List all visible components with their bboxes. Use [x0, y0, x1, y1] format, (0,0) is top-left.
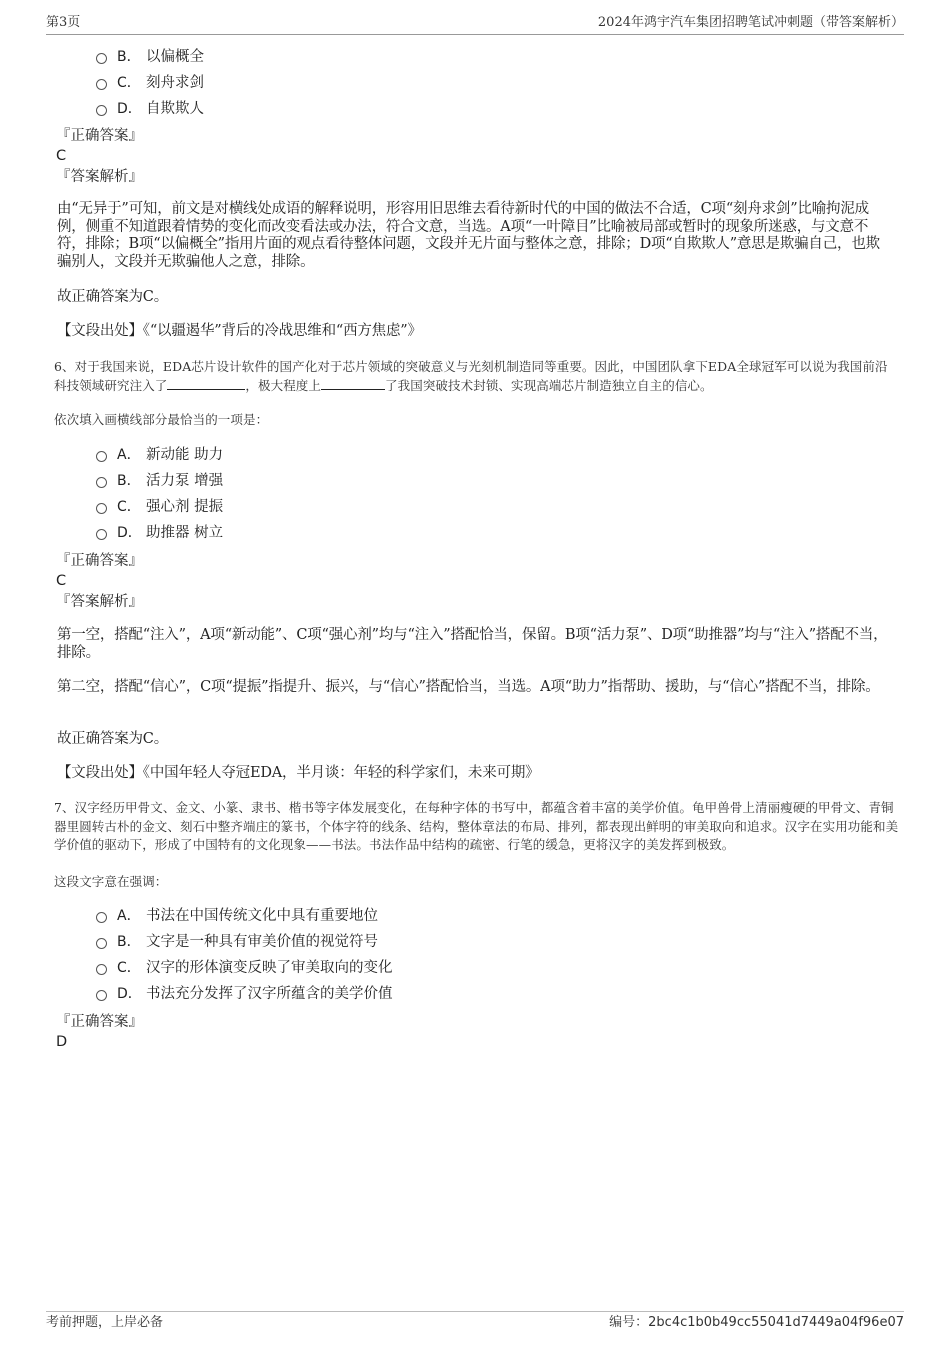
option-letter: D． — [117, 986, 142, 1002]
page-number: 第3页 — [46, 15, 81, 30]
q5-option-c[interactable] — [96, 73, 204, 93]
q6-stem — [54, 358, 900, 395]
q7-option-d[interactable] — [96, 984, 393, 1004]
footer-divider — [46, 1311, 904, 1312]
q5-analysis-label: 『答案解析』 — [56, 169, 143, 185]
option-text: 活力泵 增强 — [146, 473, 224, 489]
q7-option-b[interactable] — [96, 932, 378, 952]
q6-option-b[interactable] — [96, 471, 223, 491]
q5-answer-label: 『正确答案』 — [56, 128, 143, 144]
radio-icon[interactable] — [96, 477, 107, 488]
page-header — [46, 14, 904, 32]
q7-answer-label: 『正确答案』 — [56, 1014, 143, 1030]
q5-option-d[interactable] — [96, 99, 204, 119]
option-text: 书法充分发挥了汉字所蕴含的美学价值 — [146, 986, 393, 1002]
q6-option-d[interactable] — [96, 523, 223, 543]
radio-icon[interactable] — [96, 79, 107, 90]
option-letter: B． — [117, 934, 141, 950]
q7-option-a[interactable] — [96, 906, 378, 926]
q6-stem-part2: ，极大程度上 — [245, 377, 322, 393]
document-code-value: 2bc4c1b0b49cc55041d7449a04f96e07 — [648, 1315, 904, 1330]
q6-answer-label: 『正确答案』 — [56, 553, 143, 569]
q5-analysis-body: 由“无异于”可知，前文是对横线处成语的解释说明，形容用旧思维去看待新时代的中国的做法不合适，C项“刻舟求剑”比喻拘泥成例，侧重不知道跟着情势的变化而改变看法或办法，符合文意，当选。A项“一叶障目”比喻被局部或暂时的现象所迷惑，与文意不符，排除；B项“以偏概全”指用片面的观点看待整体问题，文段并无片面与整体之意，排除；D项“自欺欺人”意思是欺骗自己，也欺骗别人，文段并无欺骗他人之意，排除。 — [57, 201, 880, 270]
q6-blank-1 — [167, 377, 245, 390]
option-text: 自欺欺人 — [146, 101, 204, 117]
option-text: 文字是一种具有审美价值的视觉符号 — [146, 934, 378, 950]
q6-conclusion: 故正确答案为C。 — [57, 731, 168, 747]
q6-analysis-label: 『答案解析』 — [56, 594, 143, 610]
option-text: 以偏概全 — [146, 49, 204, 65]
q6-option-a[interactable] — [96, 445, 223, 465]
q7-stem: 7、汉字经历甲骨文、金文、小篆、隶书、楷书等字体发展变化，在每种字体的书写中，都蕴含着丰富的美学价值。龟甲兽骨上清丽瘦硬的甲骨文、青铜器里圆转古朴的金文、刻石中整齐端庄的篆书，个体字符的线条、结构，整体章法的布局、排列，都表现出鲜明的审美取向和追求。汉字在实用功能和美学价值的驱动下，形成了中国特有的文化现象——书法。书法作品中结构的疏密、行笔的缓急，更将汉字的美发挥到极致。 — [54, 800, 899, 852]
option-letter: A． — [117, 908, 141, 924]
q6-analysis-blank2: 第二空，搭配“信心”，C项“提振”指提升、振兴，与“信心”搭配恰当，当选。A项“助力”指帮助、援助，与“信心”搭配不当，排除。 — [57, 679, 880, 695]
option-letter: B． — [117, 473, 141, 489]
radio-icon[interactable] — [96, 964, 107, 975]
radio-icon[interactable] — [96, 503, 107, 514]
option-text: 强心剂 提振 — [146, 499, 224, 515]
header-divider — [46, 34, 904, 35]
q6-answer: C — [56, 573, 67, 589]
footer-slogan: 考前押题，上岸必备 — [46, 1315, 164, 1330]
document-code-label: 编号： — [609, 1315, 649, 1330]
q6-option-c[interactable] — [96, 497, 223, 517]
document-title: 2024年鸿宇汽车集团招聘笔试冲刺题（带答案解析） — [597, 15, 904, 30]
option-letter: B． — [117, 49, 141, 65]
option-text: 助推器 树立 — [146, 525, 224, 541]
radio-icon[interactable] — [96, 529, 107, 540]
q7-answer: D — [56, 1034, 68, 1050]
radio-icon[interactable] — [96, 451, 107, 462]
q6-blank-2 — [321, 377, 385, 390]
q5-conclusion: 故正确答案为C。 — [57, 289, 168, 305]
option-text: 新动能 助力 — [146, 447, 224, 463]
q5-source: 【文段出处】《“以疆遏华”背后的冷战思维和“西方焦虑”》 — [57, 323, 422, 339]
q5-option-b[interactable] — [96, 47, 204, 67]
option-letter: C． — [117, 75, 141, 91]
q6-prompt: 依次填入画横线部分最恰当的一项是： — [54, 412, 269, 427]
option-text: 刻舟求剑 — [146, 75, 204, 91]
q5-answer: C — [56, 148, 67, 164]
q7-prompt: 这段文字意在强调： — [54, 874, 168, 889]
page-footer — [46, 1314, 904, 1332]
option-letter: C． — [117, 499, 141, 515]
q6-analysis-blank1: 第一空，搭配“注入”，A项“新动能”、C项“强心剂”均与“注入”搭配恰当，保留。B项“活力泵”、D项“助推器”均与“注入”搭配不当，排除。 — [57, 627, 888, 661]
q6-stem-part3: 了我国突破技术封锁、实现高端芯片制造独立自主的信心。 — [385, 377, 713, 393]
radio-icon[interactable] — [96, 990, 107, 1001]
q6-stem-part1: 6、对于我国来说，EDA芯片设计软件的国产化对于芯片领域的突破意义与光刻机制造同等重要。因此，中国团队拿下EDA全球冠军可以说为我国前沿科技领域研究注入了 — [54, 359, 888, 393]
radio-icon[interactable] — [96, 53, 107, 64]
option-letter: D． — [117, 525, 142, 541]
option-letter: C． — [117, 960, 141, 976]
radio-icon[interactable] — [96, 938, 107, 949]
radio-icon[interactable] — [96, 912, 107, 923]
option-text: 汉字的形体演变反映了审美取向的变化 — [146, 960, 393, 976]
q7-option-c[interactable] — [96, 958, 393, 978]
document-code — [609, 1314, 904, 1332]
q6-source: 【文段出处】《中国年轻人夺冠EDA，半月谈：年轻的科学家们，未来可期》 — [57, 765, 540, 781]
option-text: 书法在中国传统文化中具有重要地位 — [146, 908, 378, 924]
option-letter: A． — [117, 447, 141, 463]
option-letter: D． — [117, 101, 142, 117]
radio-icon[interactable] — [96, 105, 107, 116]
